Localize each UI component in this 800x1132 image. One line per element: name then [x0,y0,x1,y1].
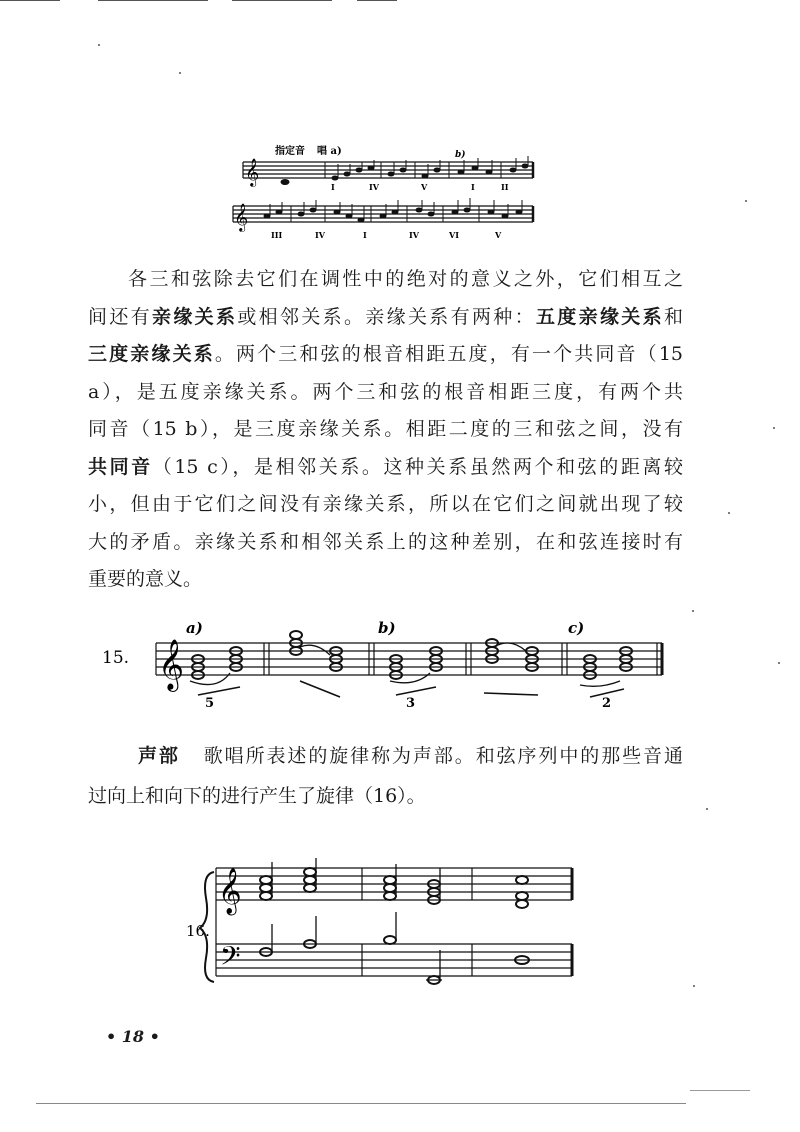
paragraph-line [88,377,683,404]
paragraph-line [88,564,202,591]
text-run: 间还有 [88,305,152,328]
top-rule [232,0,332,1]
text-run: 小，但由于它们之间没有亲缘关系，所以在它们之间就出现了较 [88,493,683,515]
bold-term: 五度亲缘关系 [535,305,664,328]
svg-text:c): c) [568,619,585,637]
paragraph-voice-line1: 声部 歌唱所表述的旋律称为声部。和弦序列中的那些音通 [138,745,683,767]
roman-numerals-row1 [331,182,509,192]
svg-text:V: V [495,230,502,240]
page-number: • 18 • [106,1027,160,1046]
term-voice: 声部 [138,745,180,767]
paragraph-line [88,527,683,554]
example-top-mark: b) [455,150,466,160]
text-run: 或相邻关系。亲缘关系有两种： [237,305,536,328]
scan-speck [706,808,708,810]
scan-speck [773,427,775,429]
treble-clef-icon: 𝄞 [158,639,185,690]
paragraph-line [88,489,683,516]
bass-clef-icon: 𝄢 [220,940,241,978]
bottom-rule [36,1103,686,1104]
svg-text:𝄞: 𝄞 [234,203,249,231]
text-run: 各三和弦除去它们在调性中的绝对的意义之外，它们相互之 [128,268,683,290]
bold-term: 亲缘关系 [152,305,238,328]
svg-text:VI: VI [449,230,459,240]
text-run: 。两个三和弦的根音相距五度，有一个共同音（15 [214,343,683,365]
svg-text:3: 3 [406,696,416,711]
scan-speck [778,662,780,664]
treble-clef-icon: 𝄞 [218,868,242,914]
svg-text:2: 2 [602,696,612,711]
svg-text:5: 5 [205,696,215,711]
svg-text:b): b) [378,619,396,637]
scan-speck [728,512,730,514]
top-rule [0,0,60,1]
treble-chords [260,868,528,908]
paragraph-voice-line2: 过向上和向下的进行产生了旋律（16）。 [88,785,426,807]
example-top-label-b: 唱 a) [317,146,342,157]
scan-speck [692,610,694,612]
paragraph-line [128,264,683,291]
paragraph-line [88,452,683,479]
svg-text:I: I [363,230,367,240]
bottom-rule [690,1090,750,1091]
music-example-top [225,140,545,254]
svg-text:IV: IV [315,230,325,240]
interval-numbers [205,696,611,711]
music-example-15 [100,615,670,719]
text-run: 和 [663,305,683,328]
scan-speck [179,72,181,74]
example-top-label-a: 指定音 [275,146,305,157]
music-example-16 [180,858,580,992]
top-rule [98,0,208,1]
svg-text:V: V [421,182,428,192]
svg-text:II: II [501,182,509,192]
roman-numerals-row2 [271,230,502,240]
text-run: a），是五度亲缘关系。两个三和弦的根音相距三度，有两个共 [88,380,683,403]
scan-speck [98,44,100,46]
text-run: 大的矛盾。亲缘关系和相邻关系上的这种差别，在和弦连接时有 [88,530,683,553]
svg-text:I: I [331,182,335,192]
text-run: （15 c），是相邻关系。这种关系虽然两个和弦的距离较 [152,455,683,478]
text-run: 重要的意义。 [88,568,203,590]
example-16-number: 16. [186,922,210,940]
svg-text:IV: IV [409,230,419,240]
bass-notes [260,912,529,984]
scan-speck [745,200,747,202]
example-15-labels [186,619,584,637]
paragraph-line [88,339,683,366]
top-rule [357,0,397,1]
chord-notes [192,631,632,679]
svg-text:I: I [471,182,475,192]
example-15-number: 15. [102,648,130,668]
tie-slurs [190,643,620,686]
direction-lines [198,681,624,697]
paragraph-line [88,414,683,441]
bold-term: 三度亲缘关系 [88,343,215,365]
paragraph-line [88,302,683,329]
svg-text:IV: IV [369,182,379,192]
treble-clef-icon: 𝄞 [245,158,260,186]
bold-term: 共同音 [88,455,153,478]
scan-speck [693,985,695,987]
svg-text:III: III [271,230,283,240]
svg-text:a): a) [186,619,203,637]
text-run: 同音（15 b），是三度亲缘关系。相距二度的三和弦之间，没有 [88,418,683,440]
